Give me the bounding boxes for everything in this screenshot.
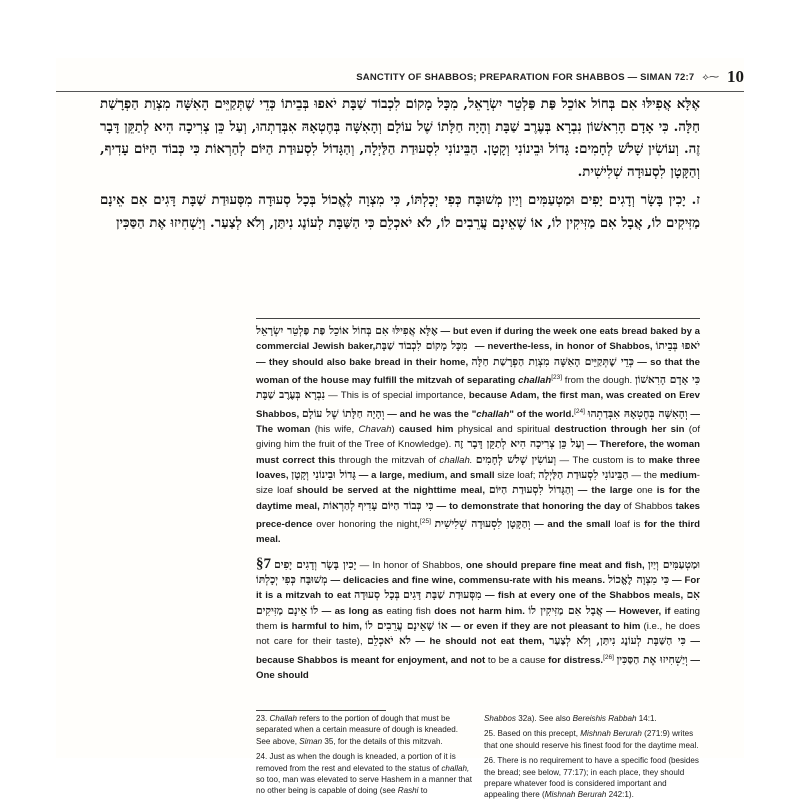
hebrew-phrase: כִּי אָדָם הָרִאשׁוֹן נִבְרָא בְּעֶרֶב שַׁבָּת (256, 374, 700, 402)
text-run: size loaf; (494, 470, 539, 482)
hebrew-phrase: וְהָיָה חַלָּתוֹ שֶׁל עוֹלָם (302, 407, 385, 420)
text-run: so too, man was elevated to serve Hashem in a manner that no other being is capable of doing (see (256, 775, 472, 796)
section-divider (256, 318, 700, 319)
text-run: — For it is a mitzvah to eat (256, 575, 700, 602)
text-run: of Shabbos (620, 500, 676, 512)
text-run: to be a cause (485, 654, 549, 666)
text-run: — The custom is to (556, 454, 649, 466)
text-run: is harmful to him, (280, 620, 366, 632)
footnotes (256, 713, 700, 805)
text-run: — he should not eat them, (410, 636, 550, 648)
text-run: through the mitzvah of (335, 454, 440, 466)
text-run: Mishnah Berurah (580, 729, 642, 739)
hebrew-phrase: לוֹ (310, 604, 319, 617)
text-run: refers to the portion of dough that must be separated when a certain measure of dough is kneaded. See above, (256, 714, 459, 746)
text-run: 26. There is no requirement to have a specific food (besides the bread; see below, 77:17); in each place, they should prepare whatever food is considered important and appealing there ( (484, 756, 699, 800)
ornament-icon: ⟡⁓ (702, 71, 719, 83)
text-run: 14:1. (636, 714, 657, 723)
text-run: — so that the woman of the house may fulfill the mitzvah of separating (256, 356, 700, 387)
running-header (56, 66, 744, 88)
page-number: 10 (727, 67, 744, 86)
text-run: Challah (269, 714, 297, 723)
text-run: — and the small (530, 519, 611, 531)
hebrew-paragraph-1: אֶלָּא אֲפִילּוּ אִם בְּחוֹל אוֹכֵל פַּת פַּלְטֵר יִשְׂרָאֵל, מִכָּל מָקוֹם לִכְבוֹד שַׁבָּת יֹאפוּ בְּבֵיתוֹ כְּדֵי שֶׁתְּקַיֵּים הָאִשָּׁה מִצְוַת הַפְרָשַׁת חַלָּה. כִּי אָדָם הָרִאשׁוֹן נִבְרָא בְּעֶרֶב שַׁבָּת וְהָיָה חַלָּתוֹ שֶׁל עוֹלָם וְהָאִשָּׁה בְּחֶטְאָהּ אִבְּדַתְהוּ, וְעַל כֵּן צְרִיכָה הִיא לְתַקֵּן דָּבָר זֶה. וְעוֹשִׂין שָׁלשׁ לְחָמִים: גָּדוֹל וּבֵינוֹנִי וְקָטָן. הַבֵּינוֹנִי לִסְעוּדַת הַלַּיְלָה, וְהַגָּדוֹל לִסְעוּדַת הַיּוֹם לְהַרְאוֹת כִּי כְּבוֹד הַיּוֹם עָדִיף, וְהַקָּטָן לִסְעוּדָה שְׁלִישִׁית. (100, 97, 700, 180)
text-run: one should prepare fine meat and fish, (465, 559, 648, 571)
text-run: — a large, medium, and small (355, 470, 495, 482)
footnote (484, 713, 700, 724)
english-paragraph-1 (256, 324, 700, 548)
text-run: " of the world. (509, 408, 575, 420)
text-run: — they should also bake bread in their home, (256, 356, 472, 368)
text-run: — However, if (602, 605, 671, 617)
text-run: — to demonstrate that honoring the day (433, 500, 621, 512)
text-run: — the large (573, 485, 633, 497)
text-run: challah (476, 408, 510, 420)
section-number: §7 (256, 555, 271, 572)
text-run: 242:1). (606, 790, 634, 800)
hebrew-phrase: וְהַקָּטָן לִסְעוּדָה שְׁלִישִׁית (434, 518, 531, 531)
footnote-ref: [23] (551, 373, 563, 381)
hebrew-phrase: אֲבָל אִם מַזִּיקִין לוֹ (528, 604, 603, 617)
text-run: 23. (256, 714, 270, 723)
text-run: Chavah (358, 424, 392, 436)
text-run: — and he was the " (384, 408, 477, 420)
text-run: — fish at every one of the Shabbos meals, (481, 590, 687, 602)
text-run: — The woman (256, 408, 700, 436)
text-run: bread baked by a commercial Jewish baker, (256, 326, 700, 353)
text-run: for the third meal. (256, 519, 700, 546)
hebrew-phrase: אִם אֵינָם מַזִּיקִים (256, 589, 700, 617)
header-rule (56, 91, 744, 92)
text-run: Mishnah Berurah (544, 790, 607, 800)
text-run: 32a). See also (515, 714, 573, 723)
hebrew-phrase: הַבֵּינוֹנִי לִסְעוּדַת הַלַּיְלָה (538, 469, 629, 482)
hebrew-phrase: כִּי כְּבוֹד הַיּוֹם עָדִיף (357, 499, 434, 512)
hebrew-phrase: וְהָאִשָּׁה בְּחֶטְאָהּ אִבְּדַתְהוּ (587, 407, 688, 420)
text-run: 35, for the details of this mitzvah. (322, 736, 443, 746)
text-run: destruction through her sin (554, 424, 685, 436)
text-run: ) (391, 424, 400, 436)
hebrew-paragraph-2: ז. יָכִין בָּשָׂר וְדָגִים יָפִים וּמַטְעַמִּים וְיַיִן מְשׁוּבָּח כְּפִי יְכָלְתּוֹ, כִּי מִצְוָה לֶאֱכוֹל בְּכָל סְעוּדָה מִסְּעוּדַת שַׁבָּת דָּגִים אִם אֵינָם מַזִּיקִים לוֹ, אֲבָל אִם מַזִּיקִין לוֹ, אוֹ שֶׁאֵינָם עֲרֵבִים לוֹ, לֹא יֹאכְלֵם כִּי הַשַּׁבָּת לְעוֹנֶג נִיתַּן, וְלֹא לְצַעַר. וְיַשְׁחִיזוּ אֶת הַסַּכִּין (100, 193, 700, 231)
text-run: — Therefore, the woman must correct this (256, 439, 700, 466)
hebrew-phrase: כְּדֵי שֶׁתְּקַיֵּים הָאִשָּׁה מִצְוַת הַפְרָשַׁת חַלָּה (471, 355, 634, 368)
text-run: — the (628, 470, 660, 482)
hebrew-phrase: גָּדוֹל וּבֵינוֹנִי וְקָטָן (291, 469, 356, 482)
text-run: takes prece-dence (256, 500, 701, 531)
text-run: eating them (256, 605, 700, 632)
footnote (256, 713, 472, 747)
footnote-column-1 (256, 713, 472, 805)
english-paragraph-2 (256, 557, 700, 684)
hebrew-phrase: וְעַל כֵּן צְרִיכָה הִיא לְתַקֵּן דָּבָר זֶה (454, 438, 585, 451)
hebrew-phrase: יֹאפוּ בְּבֵיתוֹ (655, 340, 700, 353)
text-run: one (632, 485, 657, 497)
hebrew-phrase: לְהַרְאוֹת (322, 499, 355, 512)
hebrew-phrase: אֶלָּא אֲפִילּוּ אִם בְּחוֹל אוֹכֵל פַּת פַּלְטֵר יִשְׂרָאֵל (256, 325, 438, 337)
text-run: — neverthe-less, in honor of Shabbos, (471, 341, 656, 353)
text-run: medium (660, 470, 697, 482)
footnote-rule (256, 710, 386, 711)
running-title: SANCTITY OF SHABBOS; PREPARATION FOR SHABBOS — SIMAN 72:7 (356, 71, 695, 83)
hebrew-phrase: כִּי מִצְוָה לֶאֱכוֹל (607, 574, 670, 587)
footnote-ref: [25] (420, 517, 431, 525)
text-run: Bereishis Rabbah (572, 714, 637, 723)
hebrew-text-block (100, 94, 700, 235)
text-run: — delicacies and fine wine, commensu-rate with his means. (327, 575, 608, 587)
text-run: challah, (441, 763, 470, 773)
text-run: (of giving him the fruit of the Tree of Knowledge). (256, 424, 700, 451)
text-run: (271:9) writes that one should reserve his finest food for the daytime meal. (484, 729, 699, 750)
text-run: caused him (399, 424, 454, 436)
hebrew-phrase: לֹא יֹאכְלֵם (367, 635, 411, 648)
hebrew-phrase: וּמַטְעַמִּים וְיַיִן מְשׁוּבָּח כְּפִי יְכָלְתּוֹ (256, 558, 700, 587)
hebrew-phrase: מִסְּעוּדַת שַׁבָּת דָּגִים (403, 589, 482, 602)
text-run: to (418, 786, 428, 796)
text-run: -size loaf (256, 470, 700, 497)
footnote (484, 728, 700, 751)
text-run: eating fish (382, 605, 435, 617)
footnote-ref: [24] (574, 407, 585, 415)
english-commentary (256, 324, 700, 683)
text-run: from the dough. (562, 375, 635, 387)
footnote-column-2 (484, 713, 700, 805)
text-run: make three loaves, (256, 454, 700, 482)
footnote (484, 755, 700, 801)
footnote (256, 751, 472, 797)
hebrew-phrase: מִכָּל מָקוֹם לִכְבוֹד שַׁבָּת (375, 340, 472, 353)
hebrew-phrase: כִּי הַשַּׁבָּת לְעוֹנֶג נִיתַּן, וְלֹא לְצַעַר (549, 635, 686, 648)
text-run: — One should (256, 654, 700, 681)
text-run: should be served at the nighttime meal, (296, 485, 490, 497)
hebrew-phrase: וְעוֹשִׂין שָׁלשׁ לְחָמִים (475, 453, 557, 466)
hebrew-phrase: אוֹ שֶׁאֵינָם עֲרֵבִים לוֹ (365, 619, 448, 632)
hebrew-phrase: וְהַגָּדוֹל לִסְעוּדַת הַיּוֹם (489, 484, 574, 497)
text-run: (i.e., he does not care for their taste), (256, 620, 700, 648)
text-run: — as long as (318, 605, 383, 617)
text-run: Shabbos (484, 714, 516, 723)
text-run: for distress. (548, 654, 604, 666)
text-run: Rashi (397, 786, 419, 796)
text-run: Siman (299, 736, 323, 746)
text-run: — This is of special importance, (325, 390, 469, 402)
text-run: is for the daytime meal, (256, 485, 700, 512)
text-run: challah (518, 375, 552, 387)
text-run: — because Shabbos is meant for enjoyment, and not (256, 636, 700, 666)
text-run: — or even if they are not pleasant to him (447, 620, 641, 632)
text-run: — but even if during the week one eats (437, 326, 622, 337)
hebrew-phrase: יָכִין בָּשָׂר וְדָגִים יָפִים (274, 558, 357, 571)
text-run: (his wife, (310, 424, 359, 436)
hebrew-phrase: בְּכָל סְעוּדָה (354, 589, 400, 602)
text-run: over honoring the night, (312, 519, 421, 531)
text-run: does not harm him. (434, 605, 529, 617)
text-run: loaf is (610, 519, 645, 531)
hebrew-phrase: וְיַשְׁחִיזוּ אֶת הַסַּכִּין (616, 653, 688, 666)
footnote-ref: [26] (603, 653, 614, 661)
text-run: 25. Based on this precept, (484, 729, 581, 739)
book-page (56, 58, 744, 800)
text-run: challah. (439, 454, 473, 466)
text-run: because Adam, the first man, was created on Erev Shabbos, (256, 390, 700, 420)
text-run: 24. Just as when the dough is kneaded, a portion of it is removed from the rest and elevated to the status of (256, 752, 456, 773)
text-run: physical and spiritual (453, 424, 555, 436)
text-run: — In honor of Shabbos, (356, 559, 466, 571)
